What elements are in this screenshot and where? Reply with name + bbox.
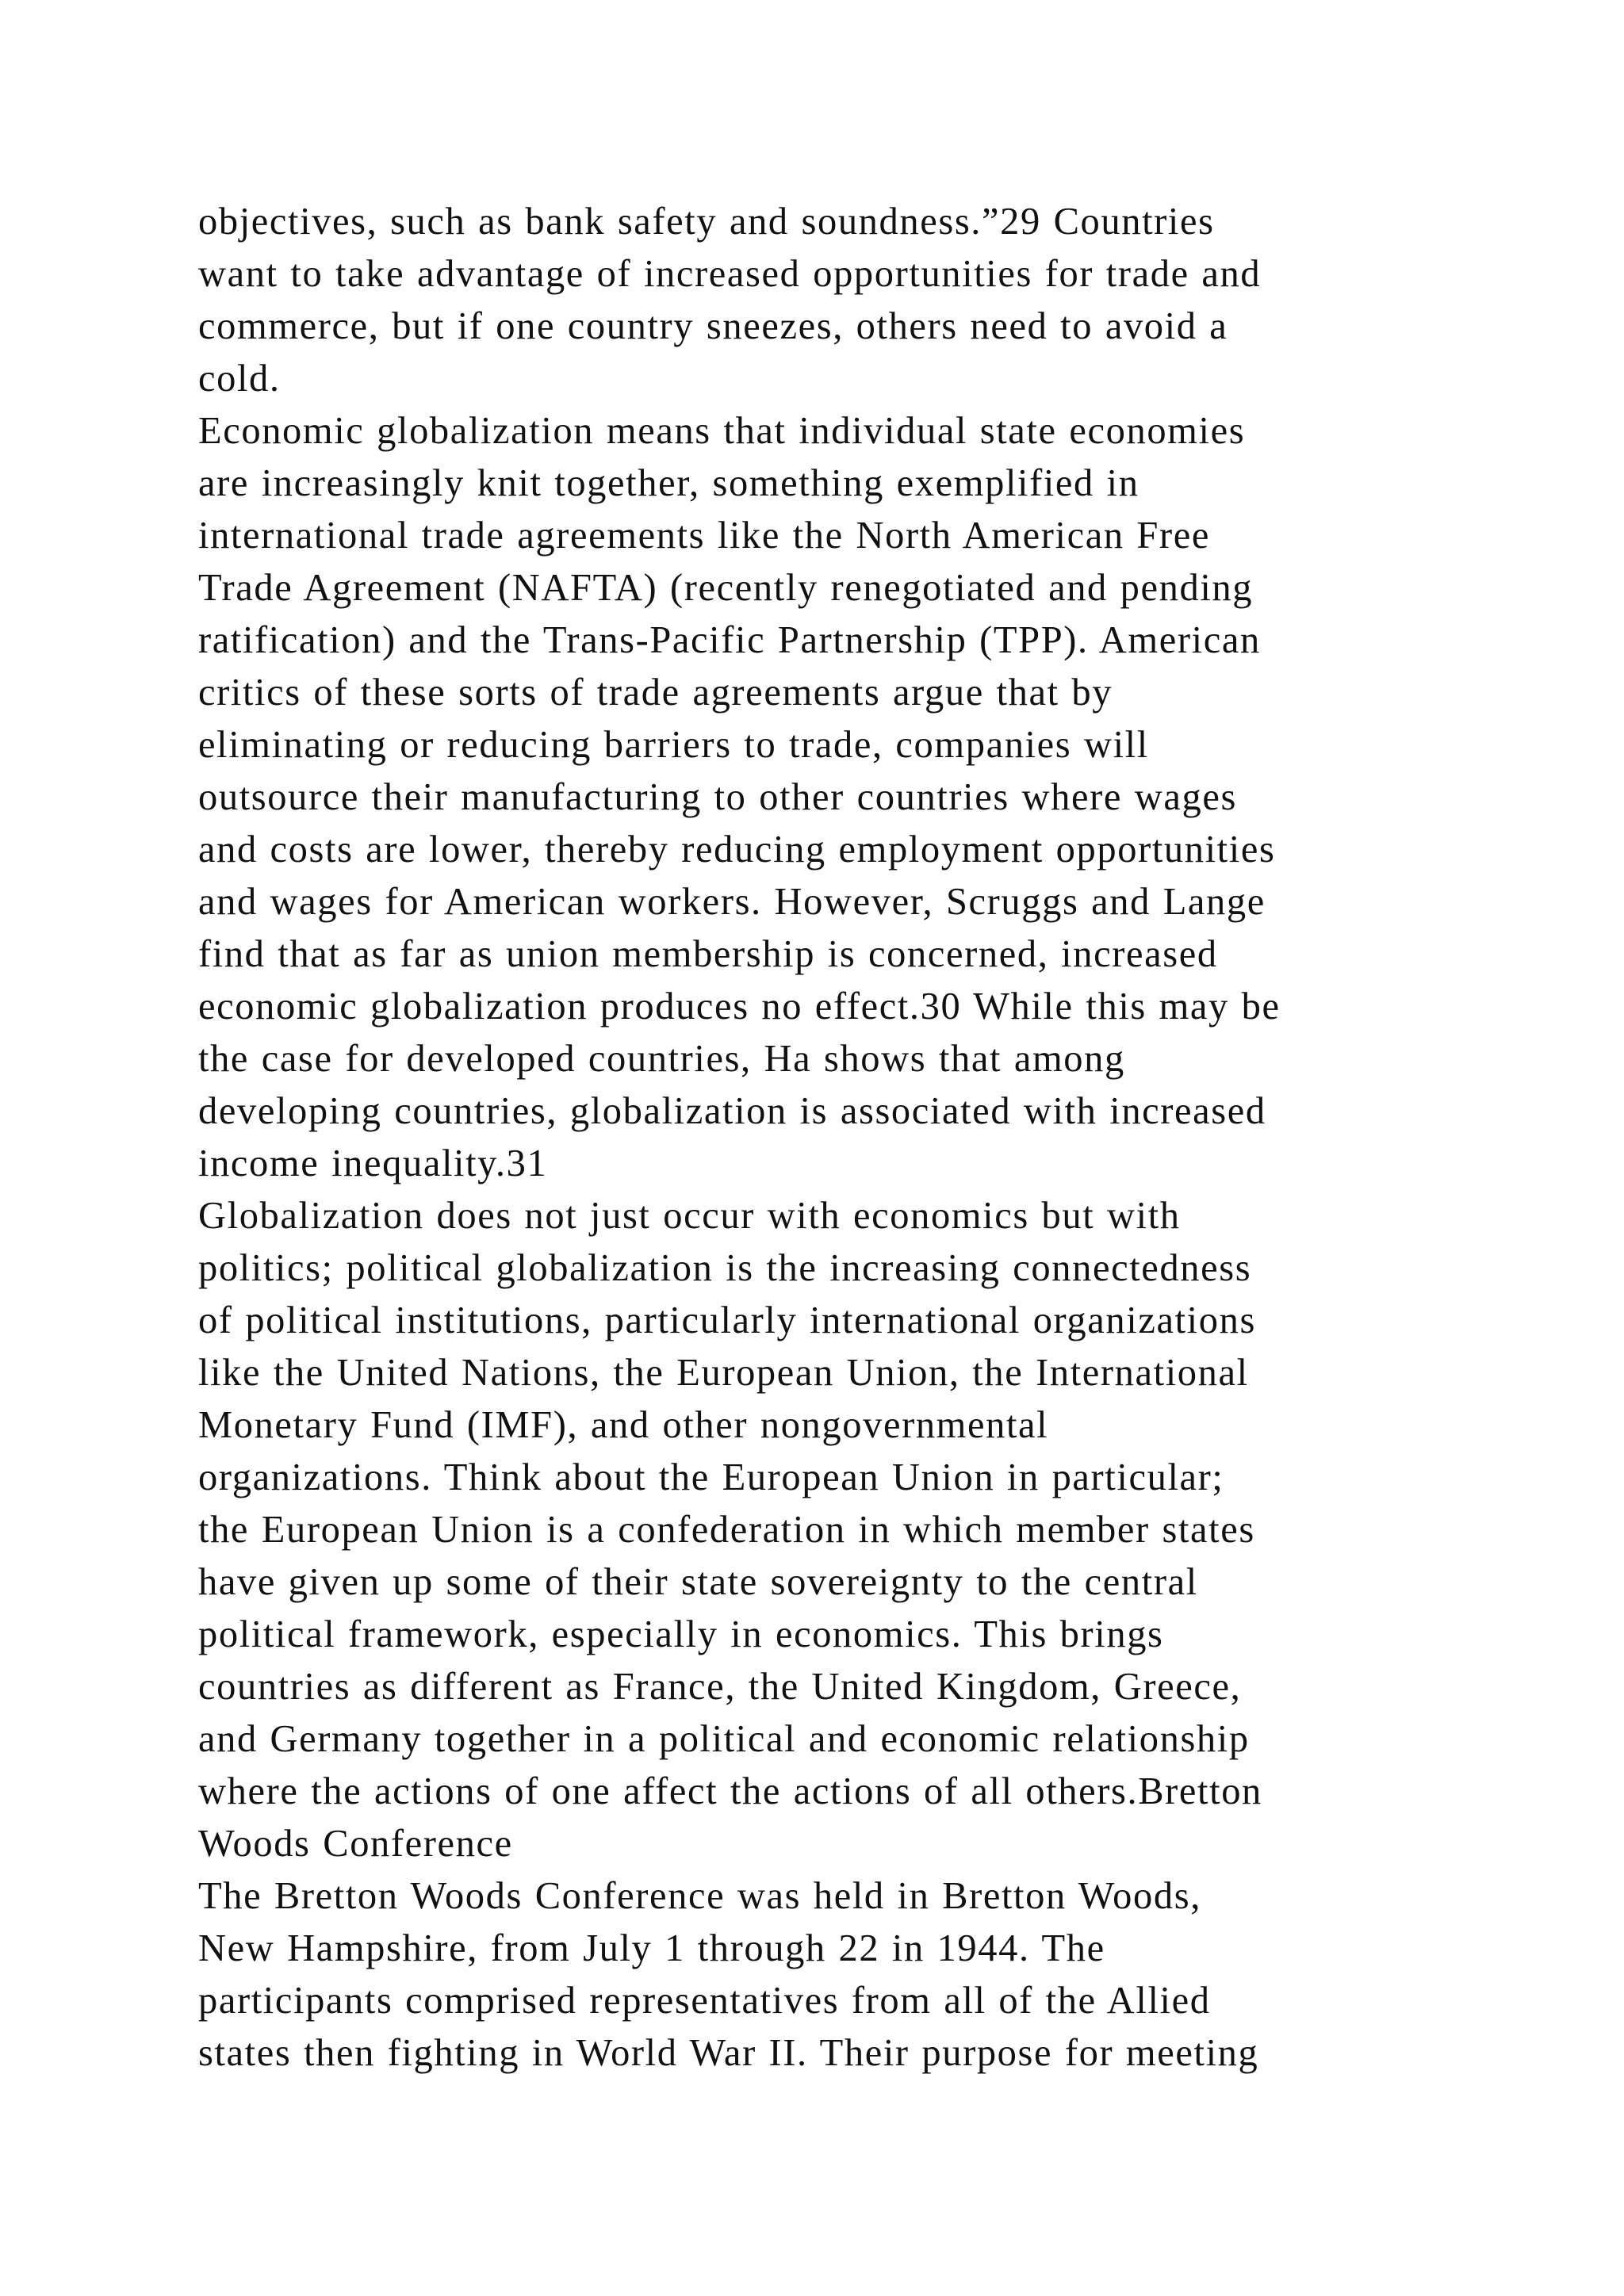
text-line: commerce, but if one country sneezes, others need to avoid a [198,305,1228,347]
text-line: where the actions of one affect the actions of all others.Bretton [198,1770,1262,1812]
text-line: political framework, especially in economics. This brings [198,1613,1164,1655]
text-line: Economic globalization means that individual state economies [198,410,1246,452]
text-line: Woods Conference [198,1823,513,1865]
text-line: international trade agreements like the North American Free [198,515,1210,557]
text-line: The Bretton Woods Conference was held in Bretton Woods, [198,1875,1201,1917]
text-line: cold. [198,358,281,400]
text-line: critics of these sorts of trade agreements argue that by [198,672,1113,714]
text-line: find that as far as union membership is concerned, increased [198,933,1218,975]
text-line: objectives, such as bank safety and soundness.”29 Countries [198,201,1215,243]
text-line: and Germany together in a political and economic relationship [198,1718,1250,1760]
text-line: the European Union is a confederation in which member states [198,1509,1255,1551]
text-line: economic globalization produces no effect.30 While this may be [198,985,1281,1027]
text-line: like the United Nations, the European Union, the International [198,1352,1249,1394]
body-text [198,196,1451,2080]
text-line: New Hampshire, from July 1 through 22 in 1944. The [198,1927,1105,1969]
text-line: developing countries, globalization is associated with increased [198,1090,1266,1132]
text-line: the case for developed countries, Ha shows that among [198,1038,1125,1080]
text-line: states then fighting in World War II. Their purpose for meeting [198,2032,1259,2074]
text-line: outsource their manufacturing to other countries where wages [198,776,1237,818]
text-line: politics; political globalization is the increasing connectedness [198,1247,1252,1289]
text-line: are increasingly knit together, something exemplified in [198,462,1139,504]
text-line: countries as different as France, the United Kingdom, Greece, [198,1666,1242,1708]
text-line: and wages for American workers. However, Scruggs and Lange [198,881,1266,923]
text-line: organizations. Think about the European Union in particular; [198,1456,1224,1498]
text-line: want to take advantage of increased opportunities for trade and [198,253,1262,295]
text-line: have given up some of their state sovereignty to the central [198,1561,1198,1603]
text-line: income inequality.31 [198,1142,548,1184]
text-line: of political institutions, particularly international organizations [198,1299,1256,1341]
text-line: eliminating or reducing barriers to trade, companies will [198,724,1149,766]
text-line: Globalization does not just occur with economics but with [198,1195,1181,1237]
text-line: ratification) and the Trans-Pacific Partnership (TPP). American [198,619,1261,661]
text-line: and costs are lower, thereby reducing employment opportunities [198,828,1276,871]
text-line: Trade Agreement (NAFTA) (recently renegotiated and pending [198,567,1254,609]
text-line: participants comprised representatives from all of the Allied [198,1980,1211,2022]
text-line: Monetary Fund (IMF), and other nongovernmental [198,1404,1049,1446]
